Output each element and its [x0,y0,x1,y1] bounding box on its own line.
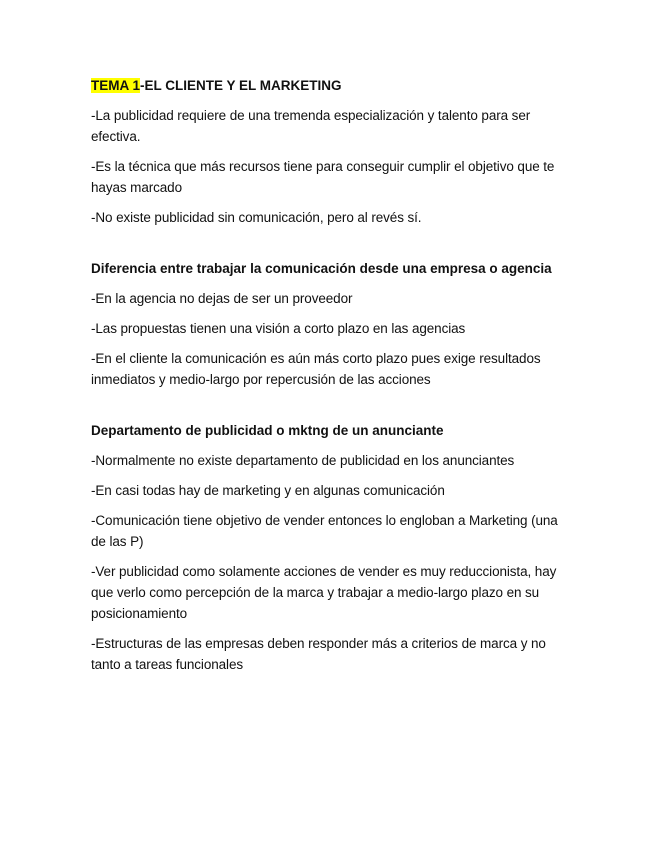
title-rest: -EL CLIENTE Y EL MARKETING [140,78,342,93]
section-paragraph: -En la agencia no dejas de ser un proveedor [91,291,353,306]
section-paragraph: -En el cliente la comunicación es aún más corto plazo pues exige resultados inmediatos y medio-largo por repercusión de las acciones [91,351,541,387]
section-spacer [91,399,565,420]
section-spacer [91,237,565,258]
section-paragraph: -En casi todas hay de marketing y en algunas comunicación [91,483,445,498]
section-heading: Diferencia entre trabajar la comunicación desde una empresa o agencia [91,261,552,276]
intro-paragraph: -La publicidad requiere de una tremenda especialización y talento para ser efectiva. [91,108,531,144]
section-heading: Departamento de publicidad o mktng de un anunciante [91,423,444,438]
section-paragraph: -Ver publicidad como solamente acciones de vender es muy reduccionista, hay que verlo como percepción de la marca y trabajar a medio-largo plazo en su posicionamiento [91,564,557,621]
intro-paragraph: -No existe publicidad sin comunicación, pero al revés sí. [91,210,422,225]
section-advertiser-department [91,420,565,675]
section-paragraph: -Las propuestas tienen una visión a corto plazo en las agencias [91,321,466,336]
section-agency [91,258,565,390]
intro-paragraph: -Es la técnica que más recursos tiene para conseguir cumplir el objetivo que te hayas marcado [91,159,555,195]
section-paragraph: -Comunicación tiene objetivo de vender entonces lo engloban a Marketing (una de las P) [91,513,558,549]
intro-section [91,105,565,228]
section-paragraph: -Normalmente no existe departamento de publicidad en los anunciantes [91,453,515,468]
title-highlight: TEMA 1 [91,78,141,93]
document-title [91,76,565,96]
section-paragraph: -Estructuras de las empresas deben responder más a criterios de marca y no tanto a tareas funcionales [91,636,546,672]
